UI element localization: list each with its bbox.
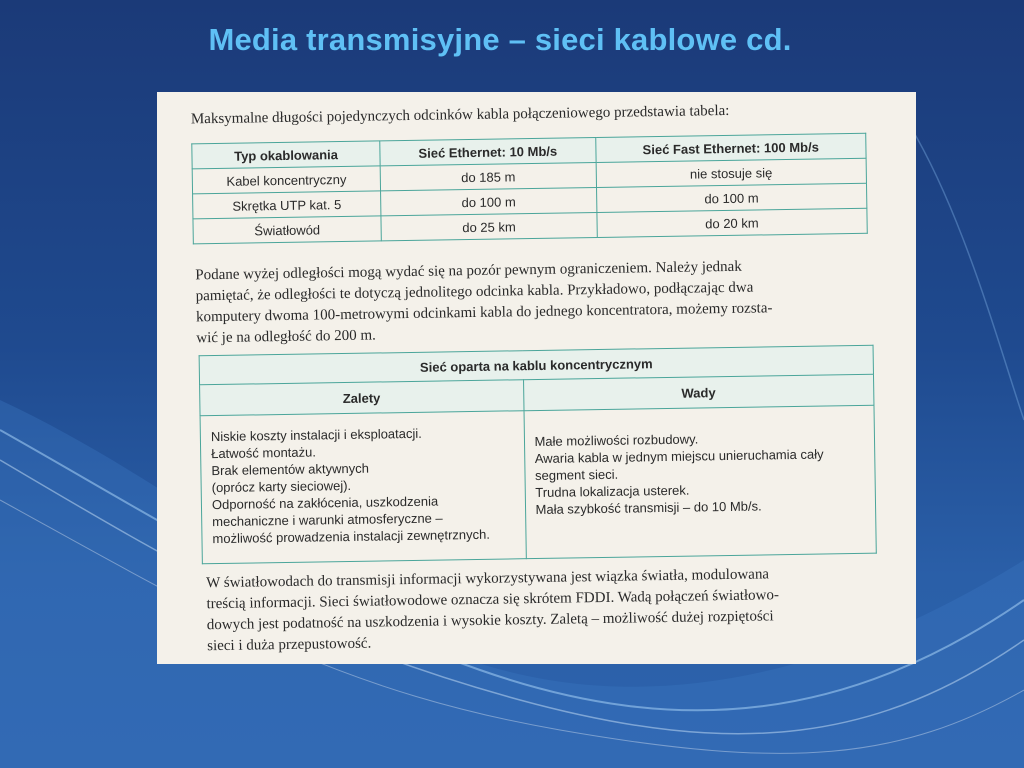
coax-pros-cons-table <box>199 345 877 565</box>
coax-table-title: Sieć oparta na kablu koncentrycznym <box>199 345 873 385</box>
table-cell: do 100 m <box>596 183 867 212</box>
pros-header: Zalety <box>200 380 524 416</box>
paragraph-line: W światłowodach do transmisji informacji wykorzystywana jest wiązka światła, modulowana <box>206 566 770 592</box>
cons-header: Wady <box>523 374 874 411</box>
scanned-page <box>157 92 916 664</box>
list-item: Odporność na zakłócenia, uszkodzenia <box>211 493 439 513</box>
paragraph-line: pamiętać, że odległości te dotyczą jednolitego odcinka kabla. Przykładowo, podłączając dwa <box>195 279 754 305</box>
cable-length-table <box>191 133 868 245</box>
header-fast-ethernet: Sieć Fast Ethernet: 100 Mb/s <box>595 133 866 162</box>
paragraph-line: komputery dwoma 100-metrowymi odcinkami kabla do jednego koncentratora, możemy rozsta- <box>195 300 773 326</box>
table-cell: do 25 km <box>381 213 597 241</box>
paragraph-distances <box>195 255 871 350</box>
list-item: możliwość prowadzenia instalacji zewnętrznych. <box>212 526 491 547</box>
list-item: Awaria kabla w jednym miejscu unieruchamia cały <box>534 446 824 467</box>
list-item: Niskie koszty instalacji i eksploatacji. <box>210 425 422 445</box>
paragraph-line: treścią informacji. Sieci światłowodowe oznacza się skrótem FDDI. Wadą połączeń światłowo- <box>206 587 780 613</box>
table-cell: do 100 m <box>381 188 597 216</box>
table-cell: do 20 km <box>597 208 868 237</box>
paragraph-line: dowych jest podatność na uszkodzenia i wysokie koszty. Zaletą – możliwość dużej rozpiętości <box>206 608 774 634</box>
table-cell: Kabel koncentryczny <box>192 166 381 194</box>
paragraph-fiber <box>206 563 882 658</box>
table-cell: nie stosuje się <box>596 158 867 187</box>
list-item: segment sieci. <box>534 466 619 484</box>
paragraph-line: wić je na odległość do 200 m. <box>196 327 376 347</box>
table-cell: Skrętka UTP kat. 5 <box>193 191 382 219</box>
slide-title: Media transmisyjne – sieci kablowe cd. <box>208 22 792 57</box>
list-item: Łatwość montażu. <box>211 444 317 462</box>
cons-list <box>524 405 877 558</box>
list-item: Małe możliwości rozbudowy. <box>534 431 699 450</box>
table-cell: do 185 m <box>380 163 596 191</box>
paragraph-line: sieci i duża przepustowość. <box>207 635 372 655</box>
list-item: Trudna lokalizacja usterek. <box>535 482 690 501</box>
list-item: Mała szybkość transmisji – do 10 Mb/s. <box>535 498 762 518</box>
paragraph-line: Podane wyżej odległości mogą wydać się na pozór pewnym ograniczeniem. Należy jednak <box>195 258 742 284</box>
header-ethernet: Sieć Ethernet: 10 Mb/s <box>380 138 596 166</box>
pros-list <box>200 411 526 564</box>
list-item: Brak elementów aktywnych <box>211 460 370 479</box>
table-cell: Światłowód <box>193 216 382 244</box>
list-item: (oprócz karty sieciowej). <box>211 477 352 496</box>
header-cable-type: Typ okablowania <box>192 141 381 169</box>
intro-text: Maksymalne długości pojedynczych odcinków kabla połączeniowego przedstawia tabela: <box>190 102 730 128</box>
list-item: mechaniczne i warunki atmosferyczne – <box>212 510 443 530</box>
